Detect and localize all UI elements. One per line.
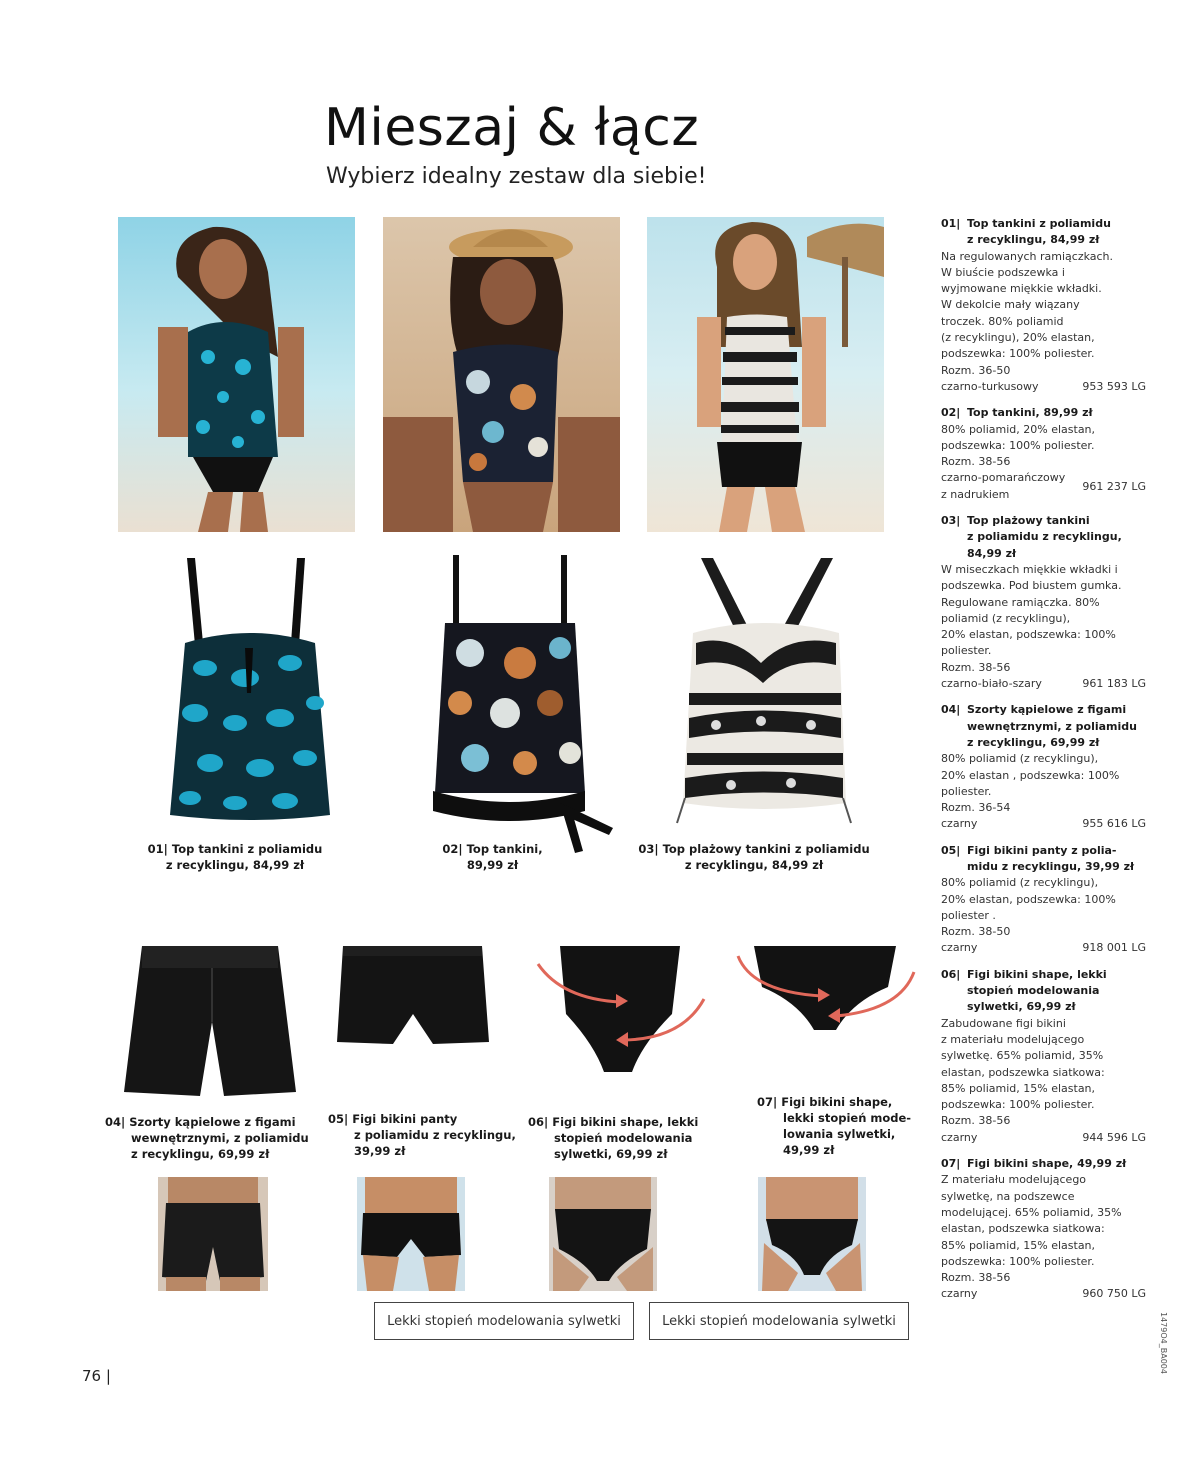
product-detail-entry: [941, 702, 1146, 832]
product-color: czarny: [941, 1287, 978, 1301]
product-detail-heading: [941, 702, 1146, 751]
product-heading-line: Figi bikini shape, 49,99 zł: [967, 1157, 1127, 1171]
product-description-line: poliester .: [941, 908, 996, 922]
product-description-line: 85% poliamid, 15% elastan,: [941, 1081, 1096, 1095]
bikini-shape-07-image: [732, 942, 918, 1034]
tankini-top-01-image: [165, 553, 335, 825]
product-description-line: podszewka: 100% poliester.: [941, 1098, 1095, 1112]
product-number: 05|: [941, 843, 961, 857]
product-heading-line: midu z recyklingu, 39,99 zł: [967, 859, 1135, 873]
product-heading-line: Szorty kąpielowe z figami: [967, 703, 1127, 717]
product-detail-heading: [941, 513, 1146, 562]
product-description-line: W biuście podszewka i: [941, 265, 1065, 279]
caption-top-01: 01| Top tankini z poliamidu z recyklingu, 84,99 zł: [147, 842, 323, 872]
caption-top-03: 03| Top plażowy tankini z poliamidu z recyklingu, 84,99 zł: [638, 842, 870, 872]
product-description-line: 80% poliamid (z recyklingu),: [941, 876, 1099, 890]
product-heading-text: [967, 405, 1146, 421]
product-description-line: 85% poliamid, 15% elastan,: [941, 1238, 1096, 1252]
product-color: czarny: [941, 817, 978, 831]
product-sku: 960 750 LG: [1082, 1287, 1146, 1301]
product-description-line: troczek. 80% poliamid: [941, 314, 1064, 328]
product-description-line: podszewka. Pod biustem gumka.: [941, 579, 1122, 593]
product-description-line: 20% elastan, podszewka: 100%: [941, 628, 1116, 642]
product-description-line: z materiału modelującego: [941, 1032, 1085, 1046]
product-description-line: 20% elastan, podszewka: 100%: [941, 892, 1116, 906]
product-heading-line: wewnętrznymi, z poliamidu: [967, 719, 1137, 733]
caption-bottom-06: 06| Figi bikini shape, lekki stopień modelowania sylwetki, 69,99 zł: [528, 1115, 699, 1161]
product-number: 01|: [941, 217, 961, 230]
product-description-line: 20% elastan , podszewka: 100%: [941, 768, 1120, 782]
product-sku: 953 593 LG: [1082, 379, 1146, 393]
product-color: czarno-biało-szary: [941, 677, 1042, 691]
product-detail-heading: [941, 967, 1146, 1016]
product-detail-heading: [941, 405, 1146, 421]
product-detail-entry: [941, 843, 1146, 957]
product-sku: 944 596 LG: [1082, 1130, 1146, 1144]
product-description-line: W miseczkach miękkie wkładki i: [941, 562, 1118, 576]
product-heading-text: [967, 513, 1146, 562]
product-heading-text: [967, 216, 1146, 249]
product-color-sku-row: [941, 1286, 1146, 1302]
product-description-line: Rozm. 38-56: [941, 660, 1011, 674]
product-description-line: podszewka: 100% poliester.: [941, 1254, 1095, 1268]
product-sku: 961 183 LG: [1082, 677, 1146, 691]
product-description-line: poliamid (z recyklingu),: [941, 611, 1071, 625]
product-color-sku-row: [941, 470, 1146, 503]
product-description-line: podszewka: 100% poliester.: [941, 438, 1095, 452]
product-heading-line: stopień modelowania: [967, 984, 1100, 998]
product-heading-text: [967, 967, 1146, 1016]
product-heading-text: [967, 702, 1146, 751]
product-heading-line: Figi bikini shape, lekki: [967, 967, 1107, 981]
product-description-line: Na regulowanych ramiączkach.: [941, 249, 1114, 263]
product-detail-entry: [941, 1156, 1146, 1303]
product-description-line: Rozm. 36-50: [941, 363, 1011, 377]
product-description-line: elastan, podszewka siatkowa:: [941, 1222, 1105, 1236]
product-heading-line: Top tankini z poliamidu: [967, 217, 1111, 230]
product-heading-line: z recyklingu, 84,99 zł: [967, 233, 1100, 247]
product-sku: 918 001 LG: [1082, 941, 1146, 955]
product-description-line: poliester.: [941, 644, 992, 658]
product-description-line: W dekolcie mały wiązany: [941, 298, 1080, 312]
product-description-line: Rozm. 38-56: [941, 1271, 1011, 1285]
product-number: 06|: [941, 967, 961, 981]
catalog-code: 1479O4_BA004: [1159, 1312, 1168, 1374]
product-detail-entry: [941, 513, 1146, 692]
product-heading-text: [967, 843, 1146, 876]
product-detail-heading: [941, 216, 1146, 249]
product-description-line: wyjmowane miękkie wkładki.: [941, 282, 1102, 296]
product-color: czarny: [941, 941, 978, 955]
product-heading-line: Top plażowy tankini: [967, 514, 1090, 528]
product-sku: 955 616 LG: [1082, 817, 1146, 831]
product-description-line: poliester.: [941, 784, 992, 798]
product-number: 03|: [941, 514, 961, 528]
tankini-top-03-image: [671, 553, 857, 829]
caption-top-02: 02| Top tankini, 89,99 zł: [442, 842, 543, 872]
model-photo-01: [118, 217, 355, 532]
product-description-line: modelującej. 65% poliamid, 35%: [941, 1205, 1122, 1219]
product-description-line: Rozm. 38-50: [941, 925, 1011, 939]
product-heading-line: Top tankini, 89,99 zł: [967, 406, 1093, 420]
shaping-badge-07: Lekki stopień modelowania sylwetki: [649, 1302, 909, 1340]
swim-shorts-04-image: [120, 942, 300, 1102]
product-description-line: podszewka: 100% poliester.: [941, 347, 1095, 361]
product-description-line: 80% poliamid, 20% elastan,: [941, 422, 1096, 436]
model-photo-04: [158, 1177, 268, 1291]
product-detail-entry: [941, 216, 1146, 395]
product-detail-heading: [941, 843, 1146, 876]
bikini-shape-06-image: [532, 944, 710, 1078]
product-color-sku-row: [941, 1130, 1146, 1146]
product-sku: 961 237 LG: [1082, 479, 1146, 493]
shaping-badge-06: Lekki stopień modelowania sylwetki: [374, 1302, 634, 1340]
product-color: czarny: [941, 1130, 978, 1144]
model-photo-06: [549, 1177, 657, 1291]
product-heading-line: 84,99 zł: [967, 546, 1017, 560]
product-description-line: Rozm. 36-54: [941, 801, 1011, 815]
product-color-sku-row: [941, 816, 1146, 832]
product-color-sku-row: [941, 676, 1146, 692]
model-photo-07: [758, 1177, 866, 1291]
product-description-line: Z materiału modelującego: [941, 1173, 1087, 1187]
product-heading-line: z recyklingu, 69,99 zł: [967, 735, 1100, 749]
product-heading-line: sylwetki, 69,99 zł: [967, 1000, 1076, 1014]
page-title: Mieszaj & łącz: [324, 98, 700, 158]
product-description-line: Rozm. 38-56: [941, 1114, 1011, 1128]
product-heading-line: z poliamidu z recyklingu,: [967, 530, 1122, 544]
product-description-line: (z recyklingu), 20% elastan,: [941, 331, 1095, 345]
product-description-line: elastan, podszewka siatkowa:: [941, 1065, 1105, 1079]
page-subtitle: Wybierz idealny zestaw dla siebie!: [326, 164, 707, 189]
product-color-sku-row: [941, 940, 1146, 956]
caption-bottom-05: 05| Figi bikini panty z poliamidu z recyklingu, 39,99 zł: [328, 1112, 516, 1158]
product-description-line: Regulowane ramiączka. 80%: [941, 595, 1100, 609]
model-photo-05: [357, 1177, 465, 1291]
product-color: czarno-pomarańczowy z nadrukiem: [941, 471, 1066, 501]
product-heading-line: Figi bikini panty z polia-: [967, 843, 1117, 857]
product-description-line: 80% poliamid (z recyklingu),: [941, 752, 1099, 766]
product-description-line: sylwetkę, na podszewce: [941, 1189, 1075, 1203]
product-details-sidebar: [941, 216, 1146, 1313]
product-color-sku-row: [941, 379, 1146, 395]
caption-bottom-04: 04| Szorty kąpielowe z figami wewnętrznymi, z poliamidu z recyklingu, 69,99 zł: [105, 1115, 309, 1161]
bikini-panty-05-image: [335, 942, 490, 1048]
product-number: 04|: [941, 703, 961, 717]
tankini-top-02-image: [425, 553, 617, 859]
product-description-line: sylwetkę. 65% poliamid, 35%: [941, 1049, 1104, 1063]
product-detail-entry: [941, 967, 1146, 1146]
product-detail-heading: [941, 1156, 1146, 1172]
model-photo-03: [647, 217, 884, 532]
product-number: 07|: [941, 1157, 961, 1171]
product-detail-entry: [941, 405, 1146, 503]
caption-bottom-07: 07| Figi bikini shape, lekki stopień mode- lowania sylwetki, 49,99 zł: [757, 1095, 912, 1157]
page-number: 76 |: [82, 1367, 111, 1385]
product-description-line: Rozm. 38-56: [941, 455, 1011, 469]
product-number: 02|: [941, 406, 961, 420]
model-photo-02: [383, 217, 620, 532]
product-heading-text: [967, 1156, 1146, 1172]
product-description-line: Zabudowane figi bikini: [941, 1016, 1066, 1030]
product-color: czarno-turkusowy: [941, 379, 1039, 393]
